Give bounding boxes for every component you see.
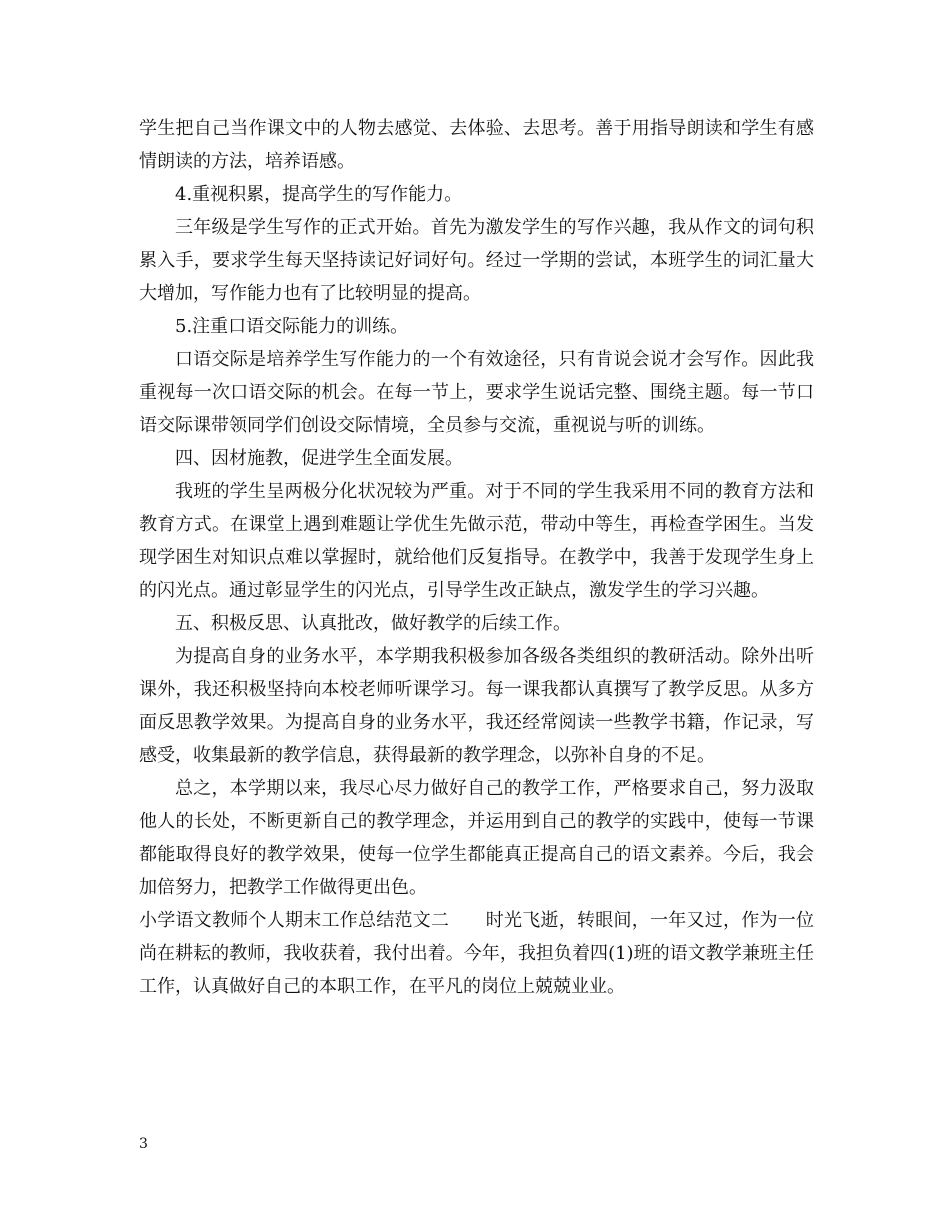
paragraph-sample-two: 小学语文教师个人期末工作总结范文二 时光飞逝，转眼间，一年又过，作为一位尚在耕耘的教师，我收获着，我付出着。今年，我担负着四(1)班的语文教学兼班主任工作，认真做好自己的本职工作，在平凡的岗位上兢兢业业。 [139,910,814,997]
paragraph-oral-communication: 口语交际是培养学生写作能力的一个有效途径，只有肯说会说才会写作。因此我重视每一次口语交际的机会。在每一节上，要求学生说话完整、围绕主题。每一节口语交际课带领同学们创设交际情境，全员参与交流，重视说与听的训练。 [139,349,814,436]
document-body [139,112,814,1003]
heading-accumulation: 4.重视积累，提高学生的写作能力。 [175,184,463,205]
paragraph-reading-method: 学生把自己当作课文中的人物去感觉、去体验、去思考。善于用指导朗读和学生有感情朗读的方法，培养语感。 [139,118,814,172]
heading-reflection: 五、积极反思、认真批改，做好教学的后续工作。 [175,613,571,634]
paragraph-writing: 三年级是学生写作的正式开始。首先为激发学生的写作兴趣，我从作文的词句积累入手，要求学生每天坚持读记好词好句。经过一学期的尝试，本班学生的词汇量大大增加，写作能力也有了比较明显的提高。 [139,217,814,304]
heading-oral-communication: 5.注重口语交际能力的训练。 [175,316,409,337]
paragraph-conclusion: 总之，本学期以来，我尽心尽力做好自己的教学工作，严格要求自己，努力汲取他人的长处，不断更新自己的教学理念，并运用到自己的教学的实践中，使每一节课都能取得良好的教学效果，使每一位学生都能真正提高自己的语文素养。今后，我会加倍努力，把教学工作做得更出色。 [139,778,814,898]
paragraph-teach-by-aptitude: 我班的学生呈两极分化状况较为严重。对于不同的学生我采用不同的教育方法和教育方式。在课堂上遇到难题让学优生先做示范，带动中等生，再检查学困生。当发现学困生对知识点难以掌握时，就给他们反复指导。在教学中，我善于发现学生身上的闪光点。通过彰显学生的闪光点，引导学生改正缺点，激发学生的学习兴趣。 [139,481,814,601]
page-number: 3 [139,1136,148,1152]
heading-teach-by-aptitude: 四、因材施教，促进学生全面发展。 [175,448,463,469]
paragraph-reflection: 为提高自身的业务水平，本学期我积极参加各级各类组织的教研活动。除外出听课外，我还积极坚持向本校老师听课学习。每一课我都认真撰写了教学反思。从多方面反思教学效果。为提高自身的业务水平，我还经常阅读一些教学书籍，作记录，写感受，收集最新的教学信息，获得最新的教学理念，以弥补自身的不足。 [139,646,814,766]
